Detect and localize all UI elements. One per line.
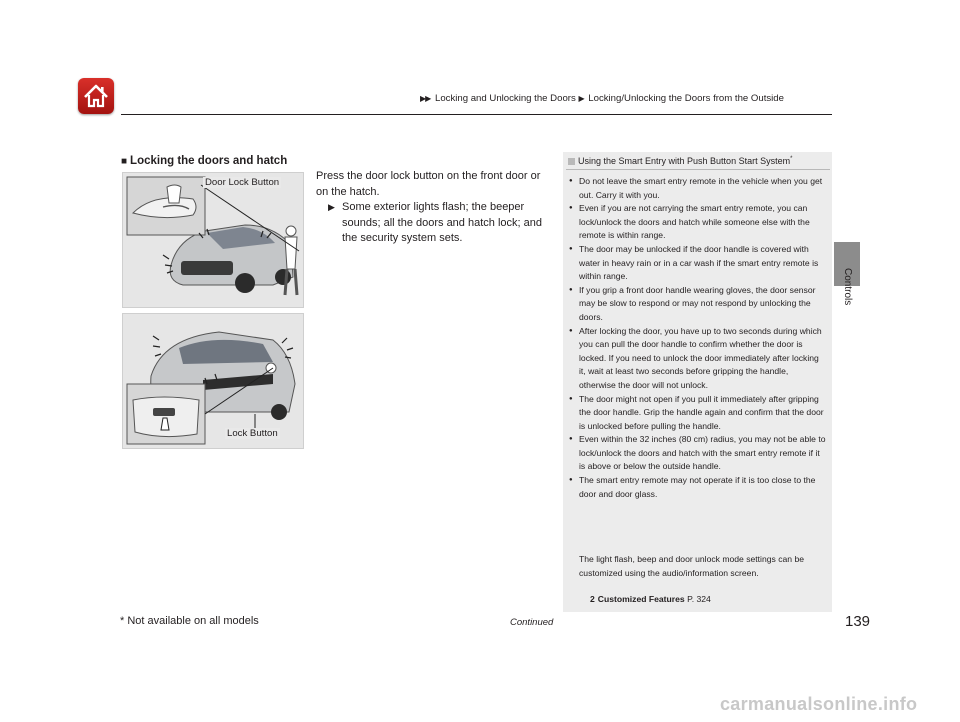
list-item: ● If you grip a front door handle wearing gloves, the door sensor may be slow to respond or may not respond by unlocking the doors. xyxy=(568,284,826,325)
header-divider xyxy=(121,114,832,115)
sidebar-divider xyxy=(566,169,830,170)
lock-button-label: Lock Button xyxy=(227,428,278,439)
car-front-illustration xyxy=(123,173,303,307)
list-item: ● The door might not open if you pull it immediately after gripping the door handle. Grip the handle again and confirm that the door is unlocked before pulling the handle. xyxy=(568,393,826,434)
reference-page: P. 324 xyxy=(687,594,711,604)
list-item: ● The smart entry remote may not operate if it is too close to the door and door glass. xyxy=(568,474,826,501)
list-item: ● Even within the 32 inches (80 cm) radius, you may not be able to lock/unlock the doors and hatch with the smart entry remote if it is above or below the outside handle. xyxy=(568,433,826,474)
body-sub-note xyxy=(316,200,552,247)
sub-note-text: Some exterior lights flash; the beeper sounds; all the doors and hatch lock; and the security system sets. xyxy=(342,201,542,244)
breadcrumb-arrow-icon: ▶ xyxy=(578,94,584,103)
body-text xyxy=(316,169,552,247)
continued-label: Continued xyxy=(510,617,554,628)
page-number: 139 xyxy=(845,613,871,630)
list-item: ● The door may be unlocked if the door handle is covered with water in heavy rain or in a car wash if the smart entry remote is within range. xyxy=(568,243,826,284)
body-paragraph: Press the door lock button on the front door or on the hatch. xyxy=(316,170,541,198)
chapter-tab-label: Controls xyxy=(842,268,853,306)
breadcrumb xyxy=(420,93,784,104)
cross-reference-link[interactable] xyxy=(590,594,711,604)
section-title-text: Locking the doors and hatch xyxy=(130,155,288,167)
watermark: carmanualsonline.info xyxy=(720,694,918,714)
section-marker-icon: ■ xyxy=(121,156,128,167)
breadcrumb-current-page: Locking/Unlocking the Doors from the Outside xyxy=(588,93,784,104)
home-button[interactable] xyxy=(78,78,114,114)
section-title xyxy=(121,155,287,167)
reference-title[interactable]: Customized Features xyxy=(597,594,685,604)
sidebar-heading-mark: * xyxy=(790,156,793,162)
list-item: ● Even if you are not carrying the smart entry remote, you can lock/unlock the doors and hatch while someone else with the remote is within range. xyxy=(568,202,826,243)
sidebar-note: The light flash, beep and door unlock mode settings can be customized using the audio/information screen. xyxy=(579,554,805,578)
sidebar-list xyxy=(568,175,826,501)
breadcrumb-arrow-icon: ▶▶ xyxy=(420,94,431,103)
home-icon xyxy=(78,78,114,114)
list-item: ● After locking the door, you have up to two seconds during which you can pull the door handle to confirm whether the door is locked. If you need to unlock the door immediately after locking it, wait at least two seconds before gripping the handle, otherwise the door will not unlock. xyxy=(568,325,826,393)
sidebar-heading xyxy=(568,156,792,166)
breadcrumb-link-locking-unlocking[interactable]: Locking and Unlocking the Doors xyxy=(434,93,576,104)
footnote: * Not available on all models xyxy=(120,615,259,627)
note-icon xyxy=(568,158,575,165)
sub-arrow-icon: ▶ xyxy=(328,202,335,212)
list-item: ● Do not leave the smart entry remote in the vehicle when you get out. Carry it with you. xyxy=(568,175,826,202)
door-lock-button-label: Door Lock Button xyxy=(205,177,280,188)
figure-door-lock xyxy=(122,172,304,308)
sidebar-heading-text: Using the Smart Entry with Push Button Start System xyxy=(578,156,791,166)
reference-icon: 2 xyxy=(590,594,595,604)
